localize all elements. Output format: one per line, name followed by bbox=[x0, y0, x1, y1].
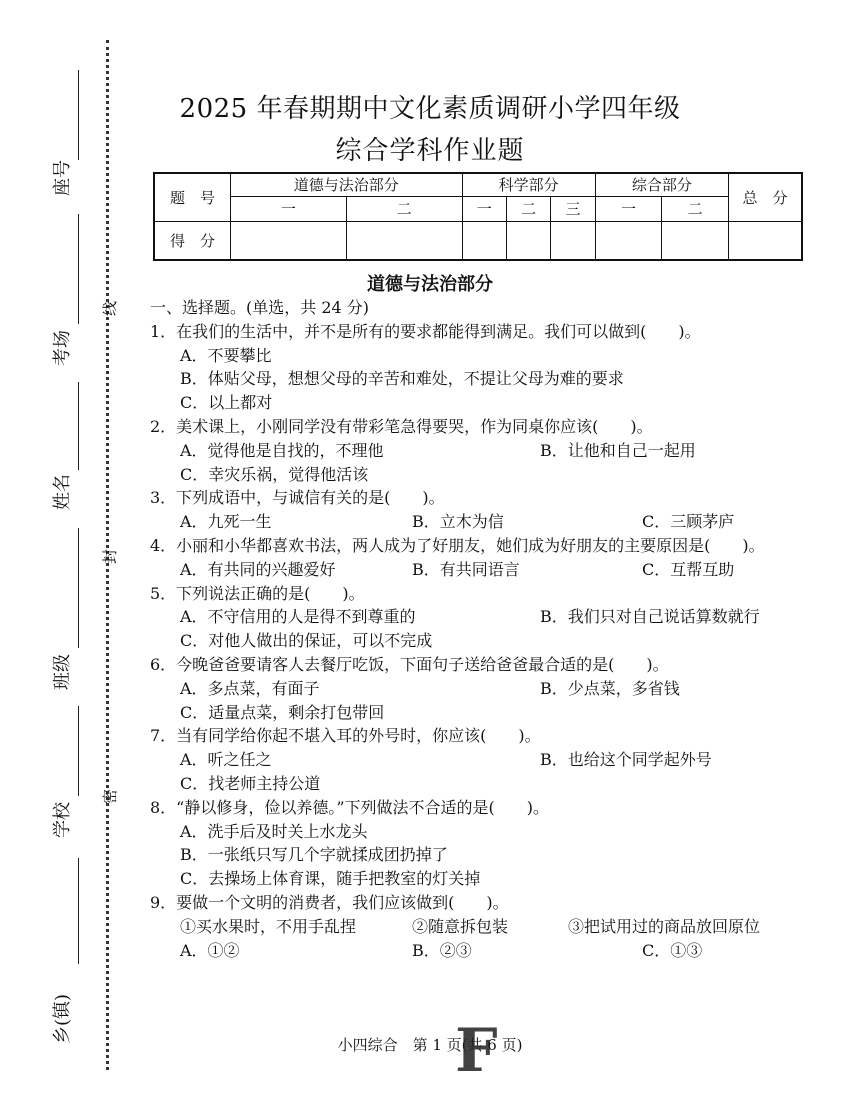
option[interactable]: B．有共同语言 bbox=[412, 559, 520, 579]
option[interactable]: B．一张纸只写几个字就揉成团扔掉了 bbox=[180, 845, 448, 865]
question-stem: 5．下列说法正确的是( )。 bbox=[150, 583, 365, 603]
option-row bbox=[150, 439, 810, 463]
score-table bbox=[153, 172, 803, 261]
field-label-school: 学校 bbox=[52, 802, 73, 838]
question-stem: 6．今晚爸爸要请客人去餐厅吃饭，下面句子送给爸爸最合适的是( )。 bbox=[150, 654, 669, 674]
option[interactable]: A．洗手后及时关上水龙头 bbox=[180, 821, 368, 841]
question-stem: 7．当有同学给你起不堪入耳的外号时，你应该( )。 bbox=[150, 726, 541, 746]
option-row bbox=[150, 748, 810, 772]
seal-mark-xian: 线 bbox=[101, 300, 120, 317]
option[interactable]: B．我们只对自己说话算数就行 bbox=[540, 607, 760, 627]
question-stem: 8．“静以修身，俭以养德。”下列做法不合适的是( )。 bbox=[150, 797, 550, 817]
group-comprehensive: 综合部分 bbox=[595, 173, 728, 196]
field-label-town: 乡(镇) bbox=[52, 993, 73, 1044]
option[interactable]: B．少点菜，多省钱 bbox=[540, 678, 680, 698]
part-heading: 一、选择题。(单选，共 24 分) bbox=[150, 298, 370, 317]
option[interactable]: A．觉得他是自找的，不理他 bbox=[180, 440, 384, 460]
field-line-room[interactable] bbox=[78, 214, 79, 324]
option[interactable]: A．①② bbox=[180, 940, 240, 960]
sub-header: 一 bbox=[462, 196, 506, 221]
score-cell[interactable] bbox=[506, 221, 550, 260]
field-label-class: 班级 bbox=[52, 654, 73, 690]
question-stem: 4．小丽和小华都喜欢书法，两人成为了好朋友，她们成为好朋友的主要原因是( )。 bbox=[150, 535, 765, 555]
option[interactable]: B．体贴父母，想想父母的辛苦和难处，不提让父母为难的要求 bbox=[180, 369, 624, 389]
option[interactable]: B．②③ bbox=[412, 940, 472, 960]
option[interactable]: C．找老师主持公道 bbox=[180, 773, 321, 793]
score-cell[interactable] bbox=[462, 221, 506, 260]
sub-header: 二 bbox=[662, 196, 729, 221]
option[interactable]: B．也给这个同学起外号 bbox=[540, 750, 712, 770]
option[interactable]: C．互帮互助 bbox=[642, 559, 735, 579]
option[interactable]: C．以上都对 bbox=[180, 393, 273, 413]
subitem: ③把试用过的商品放回原位 bbox=[568, 916, 761, 936]
sub-header: 三 bbox=[551, 196, 595, 221]
sub-header: 一 bbox=[231, 196, 347, 221]
subitem-row bbox=[150, 915, 810, 939]
field-line-town[interactable] bbox=[78, 858, 79, 964]
field-label-seat: 座号 bbox=[52, 160, 73, 196]
option[interactable]: A．九死一生 bbox=[180, 512, 272, 532]
score-cell[interactable] bbox=[231, 221, 347, 260]
page-footer: 小四综合 第 1 页(共 6 页) bbox=[337, 1036, 523, 1054]
sub-header: 一 bbox=[595, 196, 662, 221]
option[interactable]: C．适量点菜，剩余打包带回 bbox=[180, 702, 385, 722]
total-header: 总 分 bbox=[729, 173, 803, 221]
field-line-class[interactable] bbox=[78, 528, 79, 648]
option[interactable]: C．幸灾乐祸，觉得他活该 bbox=[180, 464, 369, 484]
option[interactable]: B．立木为信 bbox=[412, 512, 504, 532]
option[interactable]: C．去操场上体育课，随手把教室的灯关掉 bbox=[180, 869, 481, 889]
page-subtitle: 综合学科作业题 bbox=[335, 136, 525, 166]
group-ethics: 道德与法治部分 bbox=[231, 173, 463, 196]
question-stem: 9．要做一个文明的消费者，我们应该做到( )。 bbox=[150, 892, 509, 912]
row-label-score: 得 分 bbox=[154, 221, 231, 260]
option[interactable]: C．对他人做出的保证，可以不完成 bbox=[180, 631, 433, 651]
option-row bbox=[150, 510, 810, 534]
question-stem: 2．美术课上，小刚同学没有带彩笔急得要哭，作为同桌你应该( )。 bbox=[150, 416, 653, 436]
option[interactable]: C．三顾茅庐 bbox=[642, 512, 735, 532]
option[interactable]: A．听之任之 bbox=[180, 750, 272, 770]
score-cell[interactable] bbox=[595, 221, 662, 260]
seal-mark-mi: 密 bbox=[101, 788, 120, 805]
seal-mark-feng: 封 bbox=[101, 548, 120, 565]
subitem: ①买水果时，不用手乱捏 bbox=[180, 916, 357, 936]
page-title: 2025 年春期期中文化素质调研小学四年级 bbox=[179, 94, 681, 124]
option-row bbox=[150, 558, 810, 582]
sub-header: 二 bbox=[346, 196, 462, 221]
field-label-room: 考场 bbox=[52, 330, 73, 366]
score-cell[interactable] bbox=[662, 221, 729, 260]
field-line-school[interactable] bbox=[78, 706, 79, 796]
field-line-name[interactable] bbox=[78, 382, 79, 470]
group-science: 科学部分 bbox=[462, 173, 595, 196]
option[interactable]: A．有共同的兴趣爱好 bbox=[180, 559, 336, 579]
subitem: ②随意拆包装 bbox=[412, 916, 509, 936]
question-list bbox=[150, 296, 810, 962]
score-cell[interactable] bbox=[551, 221, 595, 260]
option[interactable]: A．多点菜，有面子 bbox=[180, 678, 320, 698]
sub-header: 二 bbox=[506, 196, 550, 221]
section-title: 道德与法治部分 bbox=[367, 274, 493, 295]
option-row bbox=[150, 939, 810, 963]
option-row bbox=[150, 677, 810, 701]
score-cell[interactable] bbox=[346, 221, 462, 260]
option[interactable]: B．让他和自己一起用 bbox=[540, 440, 696, 460]
option[interactable]: A．不要攀比 bbox=[180, 345, 272, 365]
row-label-item: 题 号 bbox=[154, 173, 231, 221]
option[interactable]: A．不守信用的人是得不到尊重的 bbox=[180, 607, 416, 627]
score-cell-total[interactable] bbox=[729, 221, 803, 260]
question-stem: 3．下列成语中，与诚信有关的是( )。 bbox=[150, 488, 445, 508]
field-label-name: 姓名 bbox=[52, 474, 73, 510]
question-stem: 1．在我们的生活中，并不是所有的要求都能得到满足。我们可以做到( )。 bbox=[150, 321, 701, 341]
option[interactable]: C．①③ bbox=[642, 940, 703, 960]
stamp-letter: F bbox=[455, 1016, 498, 1086]
option-row bbox=[150, 605, 810, 629]
